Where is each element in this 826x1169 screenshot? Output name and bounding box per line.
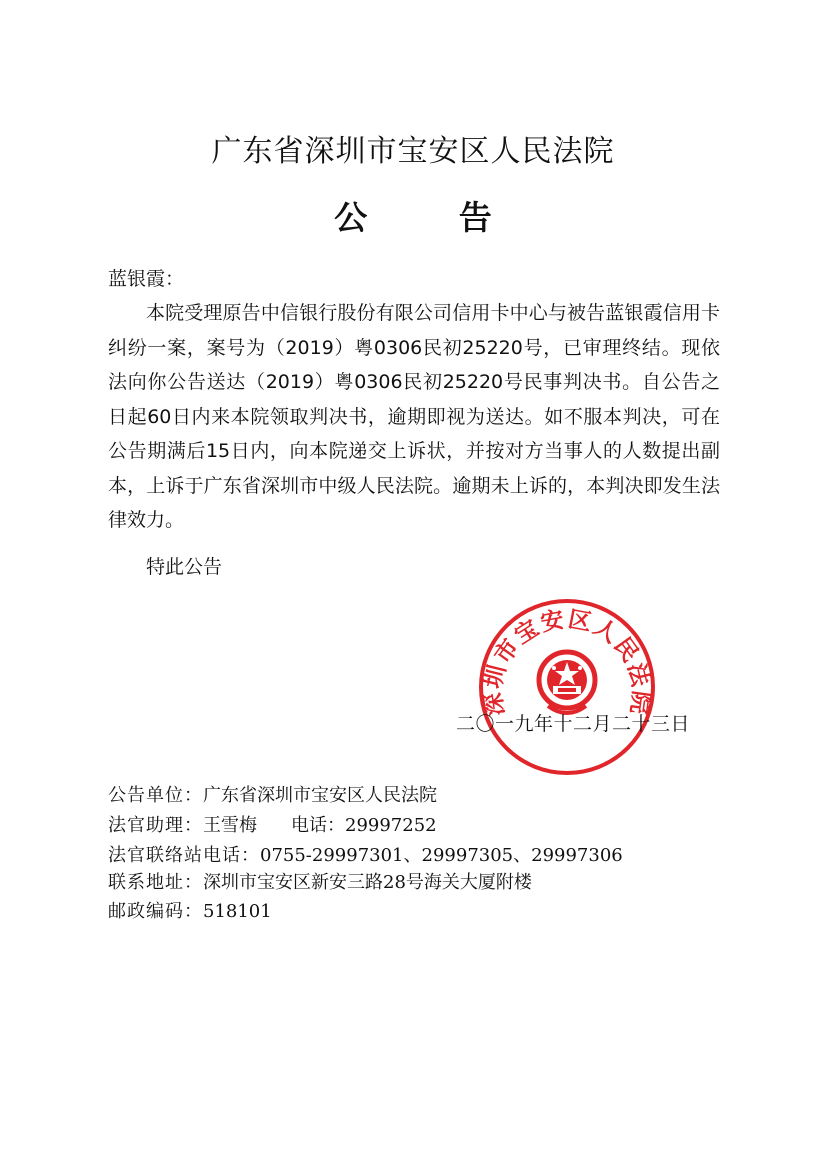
court-seal	[478, 598, 656, 776]
info-assistant-line	[108, 811, 437, 837]
unit-value: 广东省深圳市宝安区人民法院	[203, 785, 437, 806]
court-name: 广东省深圳市宝安区人民法院	[211, 134, 615, 169]
phone-value: 29997252	[345, 815, 437, 836]
postcode-value: 518101	[203, 901, 272, 922]
postcode-label: 邮政编码：	[108, 901, 203, 922]
info-station-line	[108, 841, 623, 867]
station-label: 法官联络站电话：	[108, 845, 260, 866]
notice-body: 本院受理原告中信银行股份有限公司信用卡中心与被告蓝银霞信用卡纠纷一案，案号为（2019）粤0306民初25220号，已审理终结。现依法向你公告送达（2019）粤0306民初25220号民事判决书。自公告之日起60日内来本院领取判决书，逾期即视为送达。如不服本判决，可在公告期满后15日内，向本院递交上诉状，并按对方当事人的人数提出副本，上诉于广东省深圳市中级人民法院。逾期未上诉的，本判决即发生法律效力。	[108, 302, 720, 531]
address-label: 联系地址：	[108, 872, 203, 893]
info-postcode-line	[108, 897, 272, 923]
closing-text: 特此公告	[146, 556, 223, 578]
assistant-label: 法官助理：	[108, 815, 203, 836]
document-title: 公 告	[334, 198, 532, 237]
station-value: 0755-29997301、29997305、29997306	[260, 845, 623, 866]
phone-label: 电话：	[291, 815, 345, 836]
info-unit-line	[108, 781, 437, 807]
seal-text: 深圳市宝安区人民法院	[480, 606, 654, 718]
address-value: 深圳市宝安区新安三路28号海关大厦附楼	[203, 872, 532, 893]
unit-label: 公告单位：	[108, 785, 203, 806]
notice-date: 二〇一九年十二月二十三日	[456, 713, 691, 735]
assistant-value: 王雪梅	[203, 815, 257, 836]
addressee: 蓝银霞：	[108, 268, 185, 290]
info-address-line	[108, 868, 532, 894]
national-emblem-icon	[539, 652, 595, 713]
